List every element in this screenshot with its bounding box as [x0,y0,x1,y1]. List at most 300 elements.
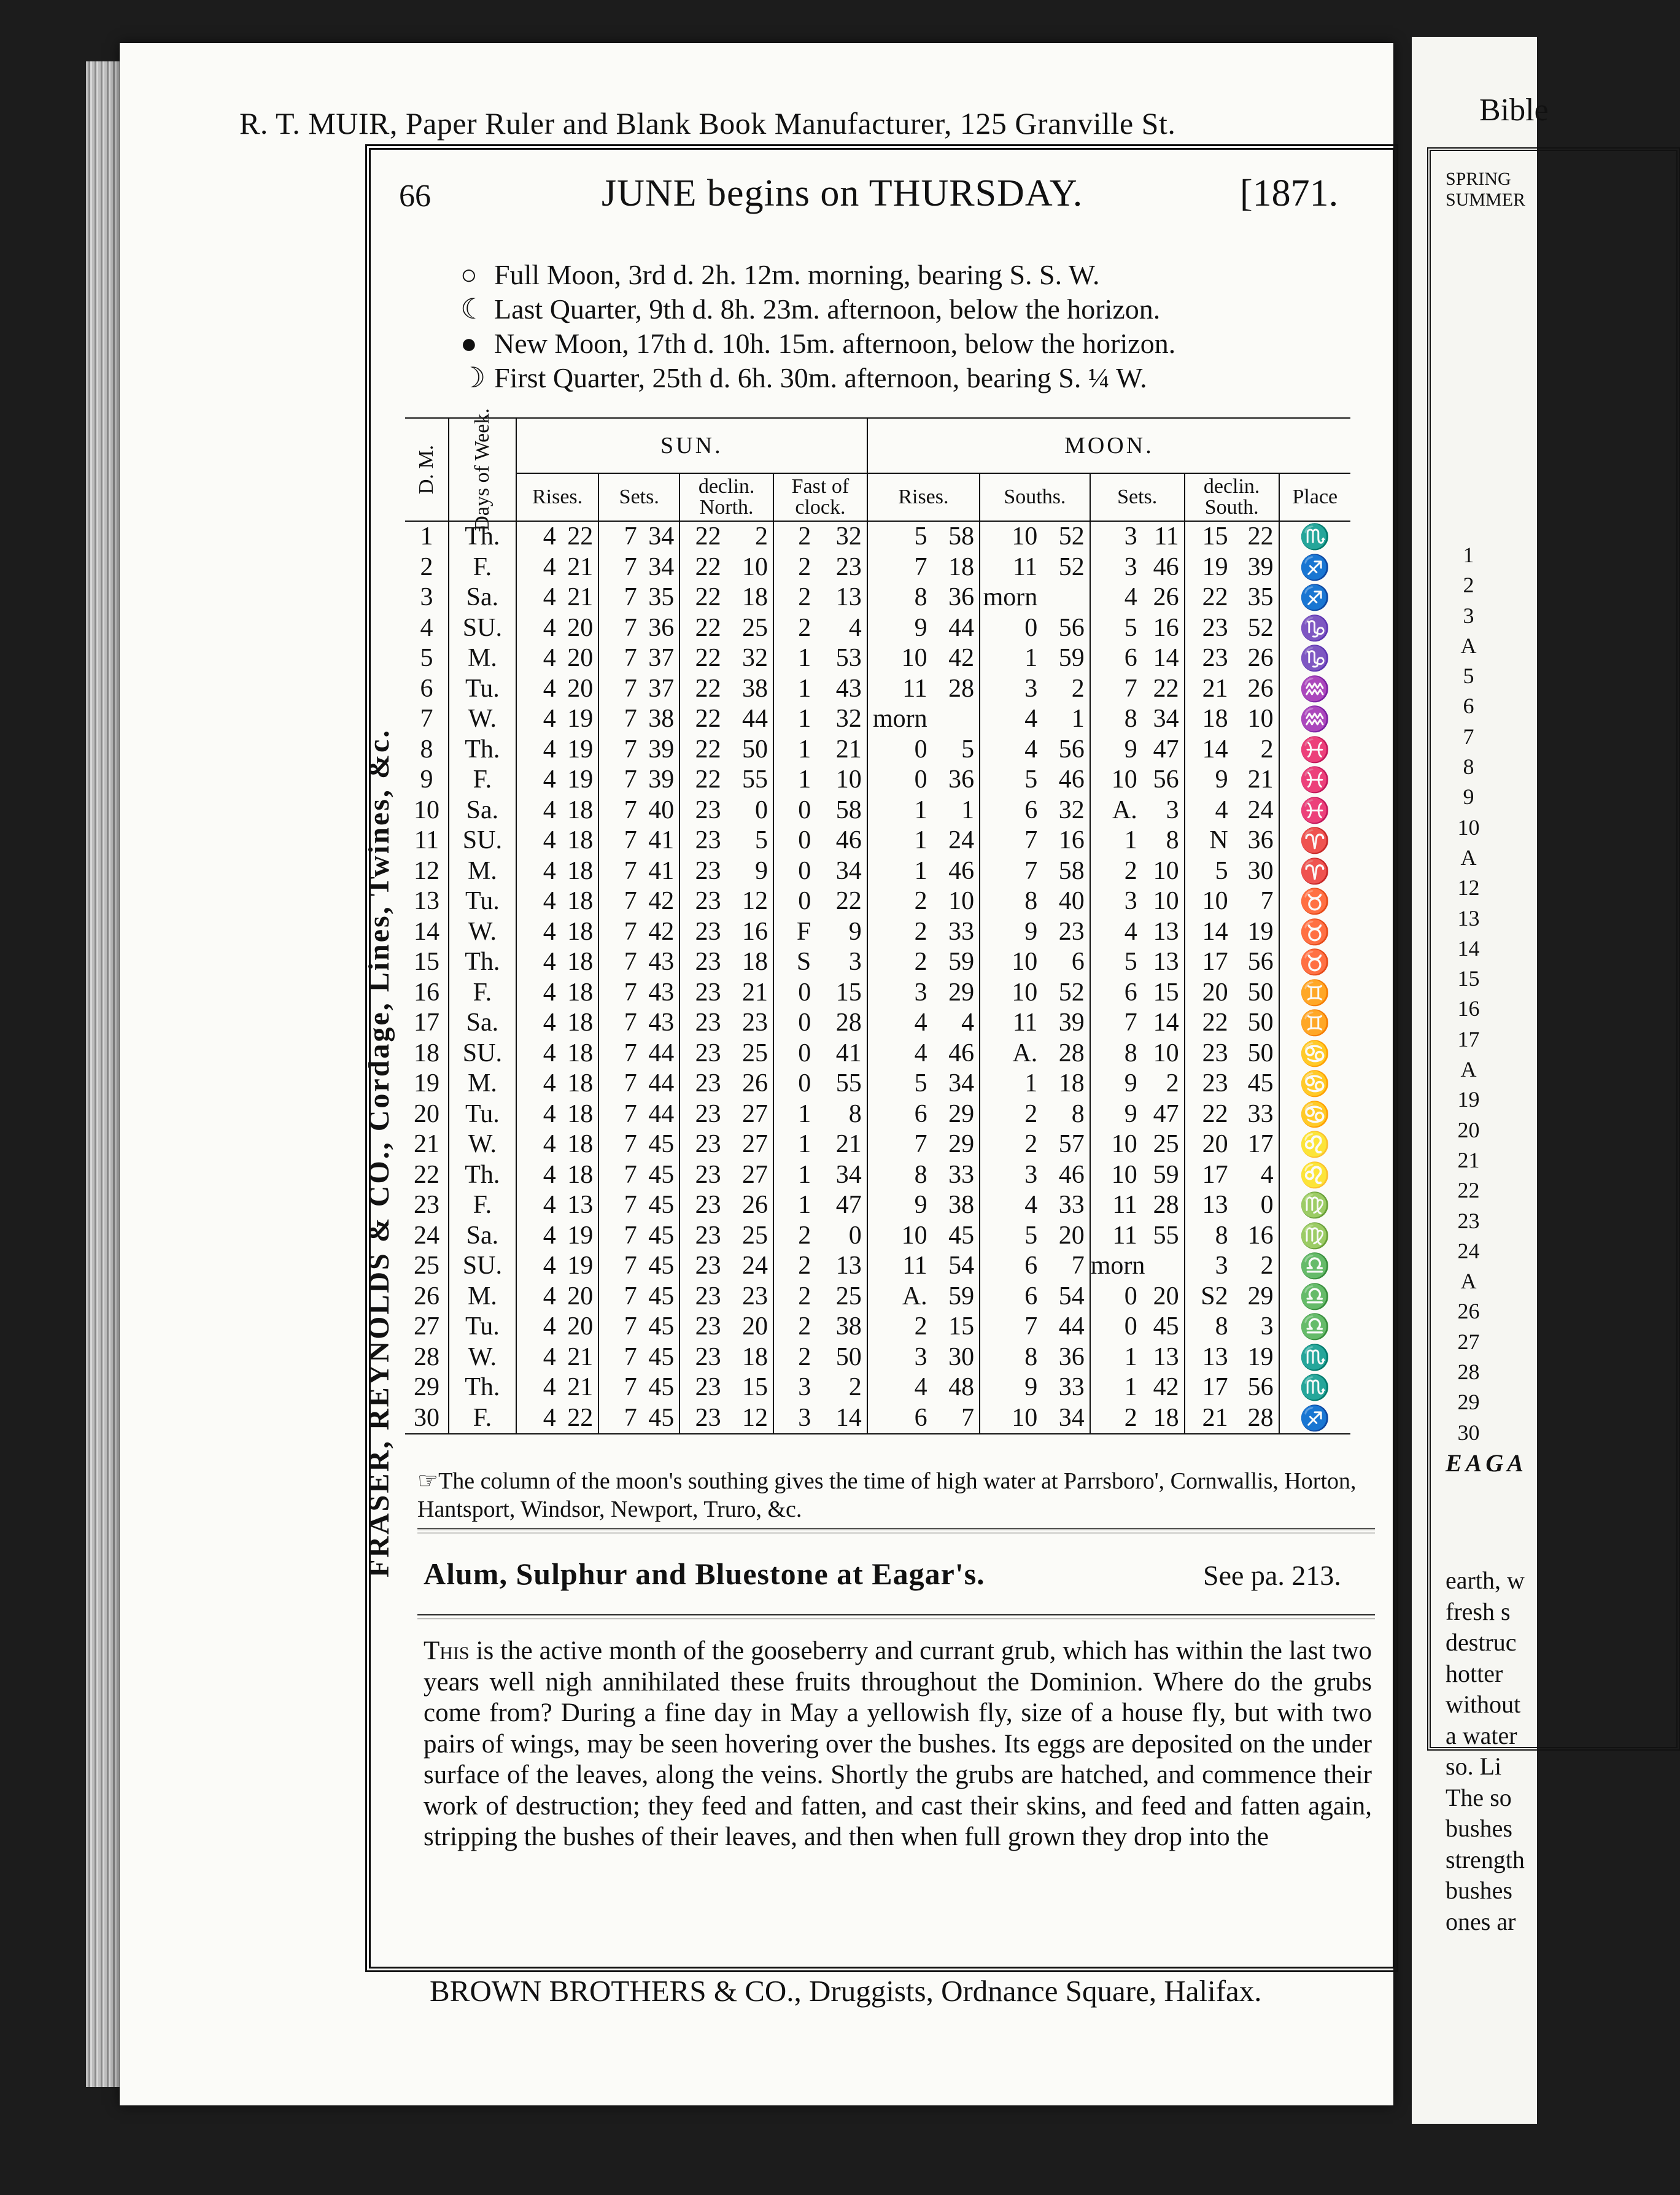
moon-phases [460,258,1175,395]
cell-moon-place: ♐ [1279,1403,1350,1434]
cell-fast-s: 34 [835,856,862,885]
cell-sun-rise-h: 4 [516,1282,560,1312]
cell-moon-south-h: 2 [980,1099,1041,1130]
phase-row [460,258,1175,292]
cell-day: 9 [420,765,433,794]
cell-moon-place: ♍ [1279,1221,1350,1252]
cell-moon-rise-h: 6 [867,1403,931,1434]
cell-sun-set-h: 7 [598,552,640,583]
cell-moon-south-m: 7 [1071,1252,1085,1280]
table-row [405,826,1350,856]
cell-sun-rise-m: 20 [567,674,594,703]
cell-sun-rise-h: 4 [516,1008,560,1039]
header-moon-place: Place [1279,473,1350,521]
facing-page-header: Bible [1479,93,1549,128]
cell-moon-south-m: 33 [1058,1191,1085,1219]
facing-day-number: 17 [1457,1026,1480,1051]
table-row [405,1221,1350,1252]
cell-moon-decl-deg: 4 [1185,796,1232,826]
cell-day: 21 [413,1130,439,1158]
cell-moon-set-m: 22 [1153,674,1179,703]
cell-fast-m: 0 [773,978,815,1008]
cell-sun-rise-m: 18 [567,1130,594,1158]
cell-sun-set-m: 37 [648,644,675,672]
cell-sun-rise-m: 20 [567,613,594,642]
cell-moon-south-h: 7 [980,1312,1041,1342]
cell-sun-decl-min: 32 [742,644,768,672]
cell-sun-decl-min: 18 [742,948,768,976]
cell-sun-rise-h: 4 [516,704,560,735]
cell-moon-south-m: 2 [1071,674,1085,703]
cell-day: 23 [413,1191,439,1219]
cell-moon-rise-m: 33 [948,917,975,946]
cell-sun-set-m: 41 [648,856,675,885]
cell-moon-set-h: 3 [1090,886,1141,917]
cell-moon-decl-min: 50 [1247,1008,1274,1037]
cell-moon-south-h: 6 [980,1282,1041,1312]
facing-day-number: 14 [1457,935,1480,961]
cell-moon-south-m: 52 [1058,978,1085,1007]
cell-sun-rise-h: 4 [516,643,560,674]
cell-moon-decl-min: 21 [1247,765,1274,794]
cell-sun-decl-deg: 23 [679,1251,724,1282]
facing-day-number: 5 [1463,664,1474,689]
cell-fast-s: 8 [848,1099,862,1128]
cell-fast-m: 2 [773,1221,815,1252]
cell-sun-decl-deg: 23 [679,947,724,978]
cell-moon-place: ♎ [1279,1282,1350,1312]
cell-fast-s: 10 [835,765,862,794]
header-advertisement: R. T. MUIR, Paper Ruler and Blank Book Manufacturer, 125 Granville St. [239,106,1176,141]
cell-weekday: F. [449,552,516,583]
cell-moon-set-m: 13 [1153,1342,1179,1371]
facing-text-line: bushes [1446,1814,1512,1842]
table-row [405,521,1350,552]
cell-moon-decl-min: 50 [1247,1039,1274,1067]
cell-sun-rise-m: 20 [567,1312,594,1341]
cell-moon-rise-m: 1 [961,796,975,824]
cell-sun-decl-deg: 23 [679,1403,724,1434]
cell-sun-rise-h: 4 [516,1372,560,1403]
cell-fast-m: 0 [773,886,815,917]
cell-moon-set-h: morn [1090,1251,1141,1282]
cell-moon-set-h: 9 [1090,1069,1141,1099]
cell-sun-decl-min: 26 [742,1191,768,1219]
cell-day: 16 [413,978,439,1007]
cell-moon-set-m: 47 [1153,1099,1179,1128]
facing-day-number: 1 [1463,543,1474,567]
cell-moon-set-h: 0 [1090,1312,1141,1342]
cell-sun-set-m: 43 [648,948,675,976]
cell-fast-s: 9 [848,917,862,946]
cell-moon-decl-deg: 5 [1185,856,1232,887]
cell-moon-decl-deg: 8 [1185,1312,1232,1342]
header-moon-souths: Souths. [980,473,1090,521]
cell-sun-decl-min: 50 [742,735,768,764]
cell-moon-place: ♐ [1279,583,1350,613]
cell-moon-south-m: 59 [1058,644,1085,672]
cell-fast-m: 2 [773,1312,815,1342]
table-row [405,1069,1350,1099]
table-row [405,1190,1350,1221]
cell-sun-decl-deg: 22 [679,765,724,796]
cell-sun-rise-m: 20 [567,644,594,672]
cell-moon-south-m: 46 [1058,765,1085,794]
cell-moon-place: ♋ [1279,1039,1350,1069]
cell-sun-decl-deg: 23 [679,1008,724,1039]
cell-fast-s: 3 [848,948,862,976]
table-row [405,735,1350,765]
cell-moon-set-h: 11 [1090,1221,1141,1252]
cell-weekday: Tu. [449,674,516,705]
table-row [405,886,1350,917]
cell-moon-set-m: 16 [1153,613,1179,642]
cell-moon-set-m [1141,1251,1185,1282]
cell-sun-rise-m: 21 [567,552,594,581]
cell-fast-s: 13 [835,1252,862,1280]
cell-moon-south-h: A. [980,1039,1041,1069]
header-day-of-week: Days of Week. [449,418,516,521]
cell-fast-s: 14 [835,1403,862,1432]
cell-sun-rise-m: 19 [567,705,594,733]
cell-day: 11 [414,826,439,854]
cell-day: 13 [413,887,439,915]
cell-moon-rise-m: 46 [948,1039,975,1067]
cell-weekday: M. [449,1282,516,1312]
cell-moon-set-h: 8 [1090,704,1141,735]
cell-moon-south-h: 7 [980,856,1041,887]
cell-moon-set-h: 10 [1090,1160,1141,1191]
cell-moon-rise-h: 3 [867,978,931,1008]
cell-sun-rise-h: 4 [516,613,560,644]
cell-moon-rise-h: 8 [867,1160,931,1191]
cell-moon-place: ♐ [1279,552,1350,583]
cell-weekday: F. [449,765,516,796]
almanac-table [405,408,1350,1434]
cell-sun-rise-m: 19 [567,765,594,794]
table-row [405,704,1350,735]
cell-moon-set-m: 10 [1153,887,1179,915]
cell-moon-decl-deg: 13 [1185,1190,1232,1221]
cell-weekday: Th. [449,735,516,765]
cell-moon-rise-m: 7 [961,1403,975,1432]
cell-sun-rise-h: 4 [516,1403,560,1434]
cell-moon-south-m: 23 [1058,917,1085,946]
cell-sun-rise-m: 18 [567,978,594,1007]
first-quarter-icon: ☽ [460,362,486,393]
cell-moon-south-h: 9 [980,1372,1041,1403]
cell-moon-south-h: 1 [980,1069,1041,1099]
cell-moon-decl-deg: 17 [1185,947,1232,978]
cell-moon-decl-min: 16 [1247,1221,1274,1250]
facing-day-number: 23 [1457,1208,1480,1233]
cell-fast-s: 21 [835,1130,862,1158]
cell-fast-m: 0 [773,826,815,856]
cell-moon-rise-h: 2 [867,917,931,948]
cell-sun-set-h: 7 [598,1403,640,1434]
cell-moon-set-m: 55 [1153,1221,1179,1250]
cell-moon-south-m: 40 [1058,887,1085,915]
cell-moon-decl-min: 45 [1247,1069,1274,1098]
cell-moon-rise-m: 46 [948,856,975,885]
cell-moon-set-h: 0 [1090,1282,1141,1312]
cell-sun-decl-deg: 23 [679,856,724,887]
cell-moon-decl-min: 33 [1247,1099,1274,1128]
cell-sun-rise-m: 18 [567,1099,594,1128]
article-body: is the active month of the gooseberry and currant grub, which has within the last two years well nigh annihilated these fruits throughout the Dominion. Where do the grubs come from? During a fine day in May a yellowish fly, size of a house fly, but with two pairs of wings, may be seen hovering over the bushes. Its eggs are deposited on the under surface of the leaves, along the veins. Shortly the grubs are hatched, and commence their work of destruction; they feed and fatten, and cast their skins, and feed and fatten again, stripping the bushes of their leaves, and then when full grown they drop into the [424,1636,1372,1851]
table-row [405,1403,1350,1434]
cell-moon-decl-min: 36 [1247,826,1274,854]
facing-days-column [1446,540,1492,1448]
cell-weekday: Sa. [449,796,516,826]
cell-moon-set-h: 10 [1090,1129,1141,1160]
cell-weekday: Sa. [449,1008,516,1039]
cell-day: 10 [413,796,439,824]
cell-sun-decl-min: 18 [742,1342,768,1371]
cell-sun-decl-deg: 23 [679,917,724,948]
cell-sun-decl-deg: 22 [679,521,724,552]
cell-sun-rise-m: 18 [567,917,594,946]
cell-sun-set-h: 7 [598,917,640,948]
cell-moon-rise-h: 1 [867,856,931,887]
cell-moon-place: ♏ [1279,1372,1350,1403]
table-row [405,1282,1350,1312]
cell-fast-m: 0 [773,796,815,826]
cell-fast-m: 0 [773,856,815,887]
divider [417,1528,1375,1533]
cell-day: 22 [413,1160,439,1189]
cell-sun-rise-m: 18 [567,1008,594,1037]
cell-sun-set-h: 7 [598,1372,640,1403]
facing-day-number: 6 [1463,694,1474,719]
cell-moon-place: ♑ [1279,613,1350,644]
cell-moon-decl-deg: 22 [1185,1008,1232,1039]
cell-moon-decl-deg: 15 [1185,521,1232,552]
cell-moon-set-m: 26 [1153,583,1179,611]
facing-day-number: 21 [1457,1147,1480,1172]
cell-sun-set-m: 45 [648,1282,675,1310]
cell-moon-rise-h: 9 [867,613,931,644]
cell-fast-s: 47 [835,1191,862,1219]
cell-sun-rise-h: 4 [516,552,560,583]
cell-moon-south-m: 39 [1058,1008,1085,1037]
cell-sun-set-h: 7 [598,1099,640,1130]
cell-moon-south-m: 46 [1058,1160,1085,1189]
page-number: 66 [399,179,431,214]
cell-moon-set-h: 7 [1090,674,1141,705]
cell-moon-set-h: 9 [1090,735,1141,765]
cell-moon-rise-h: 5 [867,521,931,552]
facing-day-number: 12 [1457,875,1480,900]
cell-sun-rise-h: 4 [516,1221,560,1252]
table-row [405,1160,1350,1191]
cell-moon-set-h: 3 [1090,552,1141,583]
cell-sun-decl-deg: 23 [679,1099,724,1130]
cell-moon-rise-h: 3 [867,1342,931,1373]
cell-moon-place: ♋ [1279,1099,1350,1130]
cell-moon-place: ♒ [1279,704,1350,735]
cell-sun-decl-deg: 23 [679,978,724,1008]
cell-moon-rise-h: 10 [867,1221,931,1252]
cell-moon-set-m: 28 [1153,1191,1179,1219]
cell-moon-decl-min: 29 [1247,1282,1274,1310]
facing-text-line: without [1446,1690,1521,1718]
header-moon-sets: Sets. [1090,473,1185,521]
cell-moon-decl-min: 22 [1247,522,1274,551]
book-page-edges [86,61,123,2087]
cell-sun-rise-m: 18 [567,856,594,885]
cell-sun-decl-deg: 23 [679,1372,724,1403]
cell-moon-south-m: 56 [1058,613,1085,642]
cell-sun-decl-min: 20 [742,1312,768,1341]
cell-moon-south-h: morn [980,583,1041,613]
facing-day-number: A [1460,1269,1477,1294]
facing-text-line: ones ar [1446,1907,1516,1935]
cell-sun-set-h: 7 [598,856,640,887]
cell-fast-m: 2 [773,521,815,552]
cell-moon-place: ♑ [1279,643,1350,674]
cell-sun-rise-h: 4 [516,674,560,705]
cell-moon-decl-min: 26 [1247,644,1274,672]
cell-moon-place: ♌ [1279,1129,1350,1160]
facing-day-number: 9 [1463,784,1474,810]
cell-moon-south-m: 8 [1071,1099,1085,1128]
cell-sun-decl-deg: 22 [679,704,724,735]
cell-moon-rise-m: 30 [948,1342,975,1371]
cell-fast-m: 2 [773,1282,815,1312]
cell-fast-m: 3 [773,1372,815,1403]
cell-moon-rise-m: 18 [948,552,975,581]
table-row [405,1342,1350,1373]
cell-fast-s: 23 [835,552,862,581]
cell-moon-place: ♓ [1279,765,1350,796]
cell-moon-set-m: 10 [1153,856,1179,885]
cell-weekday: Tu. [449,1312,516,1342]
cell-sun-set-m: 45 [648,1130,675,1158]
cell-weekday: M. [449,1069,516,1099]
cell-moon-rise-h: 0 [867,735,931,765]
cell-sun-decl-deg: 22 [679,674,724,705]
cell-moon-decl-min: 3 [1260,1312,1274,1341]
cell-moon-decl-min: 0 [1260,1191,1274,1219]
cell-moon-rise-m: 24 [948,826,975,854]
cell-moon-decl-min: 19 [1247,917,1274,946]
cell-weekday: Tu. [449,886,516,917]
phase-row [460,327,1175,361]
header-day-of-month: D. M. [405,418,449,521]
cell-moon-south-h: 8 [980,886,1041,917]
cell-moon-place: ♌ [1279,1160,1350,1191]
cell-fast-m: 0 [773,1039,815,1069]
cell-sun-set-h: 7 [598,1160,640,1191]
cell-fast-m: 1 [773,674,815,705]
cell-moon-set-m: 15 [1153,978,1179,1007]
footer-advertisement: BROWN BROTHERS & CO., Druggists, Ordnance Square, Halifax. [430,1974,1262,2008]
cell-fast-s: 25 [835,1282,862,1310]
cell-sun-set-h: 7 [598,583,640,613]
cell-sun-decl-min: 25 [742,1039,768,1067]
cell-fast-m: 1 [773,1190,815,1221]
cell-moon-south-h: 3 [980,1160,1041,1191]
facing-heading-line: SUMMER [1446,190,1526,210]
cell-day: 3 [420,583,433,611]
cell-moon-rise-h: 2 [867,1312,931,1342]
cell-day: 4 [420,613,433,642]
cell-day: 24 [413,1221,439,1250]
cell-weekday: W. [449,1129,516,1160]
cell-moon-decl-deg: 17 [1185,1372,1232,1403]
cell-sun-decl-min: 38 [742,674,768,703]
cell-sun-set-m: 44 [648,1069,675,1098]
cell-weekday: SU. [449,613,516,644]
cell-moon-set-h: A. [1090,796,1141,826]
cell-sun-rise-h: 4 [516,978,560,1008]
cell-sun-set-h: 7 [598,1008,640,1039]
cell-moon-decl-deg: 23 [1185,1039,1232,1069]
cell-moon-rise-h: 1 [867,826,931,856]
cell-moon-place: ♉ [1279,947,1350,978]
cell-sun-set-m: 34 [648,552,675,581]
cell-moon-decl-min: 24 [1247,796,1274,824]
cell-fast-s: 38 [835,1312,862,1341]
header-sun-rises: Rises. [516,473,598,521]
cell-sun-decl-min: 5 [755,826,768,854]
last-quarter-icon: ☾ [460,293,486,325]
cell-sun-set-m: 41 [648,826,675,854]
cell-moon-south-m: 18 [1058,1069,1085,1098]
cell-moon-rise-m: 44 [948,613,975,642]
cell-sun-set-m: 45 [648,1191,675,1219]
cell-fast-m: 1 [773,1129,815,1160]
table-row [405,613,1350,644]
cell-sun-set-h: 7 [598,826,640,856]
cell-sun-decl-deg: 23 [679,886,724,917]
cell-sun-decl-deg: 23 [679,826,724,856]
cell-moon-decl-deg: 18 [1185,704,1232,735]
cell-moon-set-m: 47 [1153,735,1179,764]
table-row [405,643,1350,674]
cell-day: 30 [413,1403,439,1432]
cell-fast-s: 53 [835,644,862,672]
cell-moon-decl-min: 28 [1247,1403,1274,1432]
cell-sun-decl-deg: 22 [679,643,724,674]
cell-sun-set-m: 35 [648,583,675,611]
table-row [405,917,1350,948]
cell-sun-rise-h: 4 [516,583,560,613]
cell-moon-south-m [1041,583,1090,613]
cell-sun-rise-m: 18 [567,1039,594,1067]
cell-sun-decl-deg: 23 [679,1282,724,1312]
cell-sun-set-h: 7 [598,643,640,674]
cell-sun-set-m: 34 [648,522,675,551]
cell-sun-set-m: 42 [648,917,675,946]
cell-day: 7 [420,705,433,733]
cell-sun-set-h: 7 [598,796,640,826]
cell-moon-south-h: 7 [980,826,1041,856]
facing-day-number: 26 [1457,1299,1480,1324]
cell-moon-south-h: 8 [980,1342,1041,1373]
cell-moon-set-m: 56 [1153,765,1179,794]
phase-row [460,292,1175,327]
cell-fast-m: 1 [773,704,815,735]
cell-moon-place: ♋ [1279,1069,1350,1099]
cell-sun-rise-m: 22 [567,1403,594,1432]
cell-moon-rise-m: 38 [948,1191,975,1219]
cell-sun-decl-min: 0 [755,796,768,824]
cell-sun-decl-deg: 23 [679,1069,724,1099]
cell-moon-decl-deg: 17 [1185,1160,1232,1191]
cell-sun-decl-deg: 23 [679,796,724,826]
